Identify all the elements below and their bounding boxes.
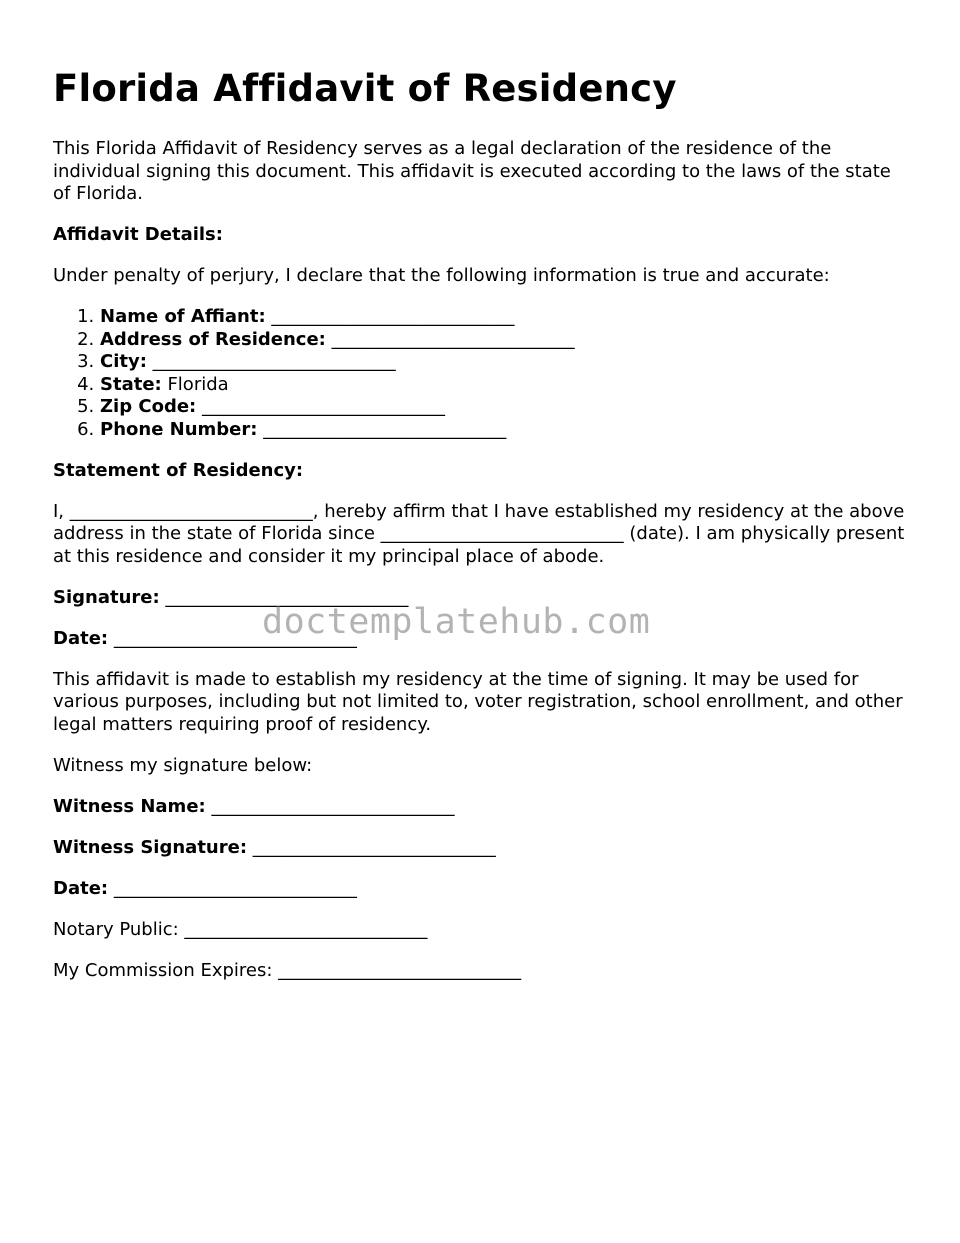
notary-public-line: Notary Public: ___________________________ [53,918,428,940]
field-value: ___________________________ [196,396,445,417]
details-intro: Under penalty of perjury, I declare that the following information is true and accurate: [53,265,830,286]
date-blank: ___________________________ [108,627,357,649]
witness-intro: Witness my signature below: [53,754,313,776]
witness-date-blank: ___________________________ [108,877,357,899]
field-value: ___________________________ [325,328,575,350]
field-label: Address of Residence: [100,328,326,350]
field-label: City: [100,351,147,372]
statement-paragraph: I, ___________________________, hereby affirm that I have established my residency at the above address in the state of Florida since ___________________________ (date). I am physically present at this residence and consider it my principal place of abode. [53,500,905,567]
date-line [53,628,913,651]
witness-date-label: Date: [53,877,109,899]
signature-line [53,587,913,610]
intro-paragraph: This Florida Affidavit of Residency serves as a legal declaration of the residence of the individual signing this document. This affidavit is executed according to the laws of the state of Florida. [53,138,891,204]
list-item-name-of-affiant [100,306,913,329]
witness-signature-blank: ___________________________ [247,836,496,858]
signature-blank: ___________________________ [159,586,409,608]
field-label: Zip Code: [100,396,197,417]
field-value: ___________________________ [146,351,396,372]
witness-name-label: Witness Name: [53,795,206,817]
witness-signature-line [53,837,913,860]
statement-heading: Statement of Residency: [53,459,304,481]
details-heading: Affidavit Details: [53,224,223,245]
signature-label: Signature: [53,586,160,608]
field-value: ___________________________ [265,306,515,327]
witness-date-line [53,878,913,901]
commission-expires-line: My Commission Expires: ___________________________ [53,959,522,981]
details-list [53,306,913,441]
witness-name-blank: ___________________________ [205,795,455,817]
list-item-city [100,351,913,374]
field-label: State: [100,373,162,395]
document-title: Florida Affidavit of Residency [53,67,677,110]
witness-name-line [53,796,913,819]
affidavit-document [53,66,913,1001]
watermark-text: doctemplatehub.com [262,602,651,642]
list-item-state [100,374,913,397]
field-value: Florida [161,373,229,395]
date-label: Date: [53,627,109,649]
witness-signature-label: Witness Signature: [53,836,248,858]
purpose-paragraph: This affidavit is made to establish my residency at the time of signing. It may be used for various purposes, including but not limited to, voter registration, school enrollment, and other legal matters requiring proof of residency. [53,668,903,735]
field-label: Phone Number: [100,418,258,440]
field-label: Name of Affiant: [100,306,266,327]
list-item-phone-number [100,419,913,442]
field-value: ___________________________ [257,418,507,440]
list-item-zip-code [100,396,913,419]
list-item-address-of-residence [100,329,913,352]
